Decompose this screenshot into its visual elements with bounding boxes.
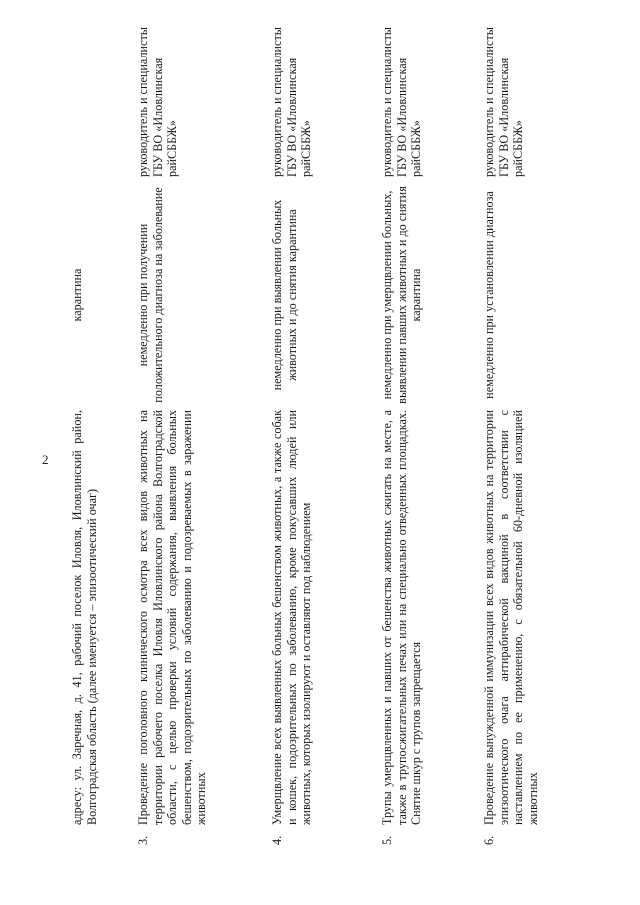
row-term: немедленно при выявлении больных животных и до снятия карантина	[270, 199, 299, 391]
row-task: адресу: ул. Заречная, д. 41, рабочий поселок Иловля, Иловлинский район, Волгоградская область (далее именуется – эпизоотический очаг)	[70, 410, 99, 825]
row-responsible: руководитель и специалисты ГБУ ВО «Иловлинская райСББЖ»	[482, 27, 526, 177]
row-responsible: руководитель и специалисты ГБУ ВО «Иловлинская райСББЖ»	[270, 27, 314, 177]
row-number: 5.	[380, 835, 394, 845]
row-task: Проведение поголовного клинического осмотра всех видов животных на территории рабочего поселка Иловля Иловлинского района Волгоградской области, с целью проверки условий содержания, выявления больных бешенством, подозрительных по заболеванию и подозреваемых в заражении животных	[136, 410, 209, 825]
row-number: 4.	[270, 835, 284, 845]
row-responsible: руководитель и специалисты ГБУ ВО «Иловлинская райСББЖ»	[136, 27, 180, 177]
row-task: Проведение вынужденной иммунизации всех видов животных на территории эпизоотического очага антирабической вакциной в соответствии с наставлением по ее применению, с обязательной 60-дневной изоляцией животных	[482, 410, 540, 825]
row-term: немедленно при установлении диагноза	[482, 191, 496, 399]
row-number: 6.	[482, 835, 496, 845]
row-task: Трупы умерщвленных и павших от бешенства животных сжигать на месте, а также в трупосжигательных печах или на специально отведенных площадках. Снятие шкур с трупов запрещается	[380, 410, 424, 825]
page-number: 2	[42, 452, 49, 467]
row-responsible: руководитель и специалисты ГБУ ВО «Иловлинская райСББЖ»	[380, 27, 424, 177]
row-task: Умерщвление всех выявленных больных бешенством животных, а также собак и кошек, подозрительных по заболеванию, кроме покусавших людей или животных, которых изолируют и оставляют под наблюдением	[270, 410, 314, 825]
row-term: карантина	[70, 268, 84, 322]
row-term: немедленно при получении положительного диагноза на заболевание	[136, 187, 165, 403]
row-number: 3.	[136, 835, 150, 845]
row-term: немедленно при умерщвлении больных, выявлении павших животных и до снятия карантина	[380, 186, 424, 404]
